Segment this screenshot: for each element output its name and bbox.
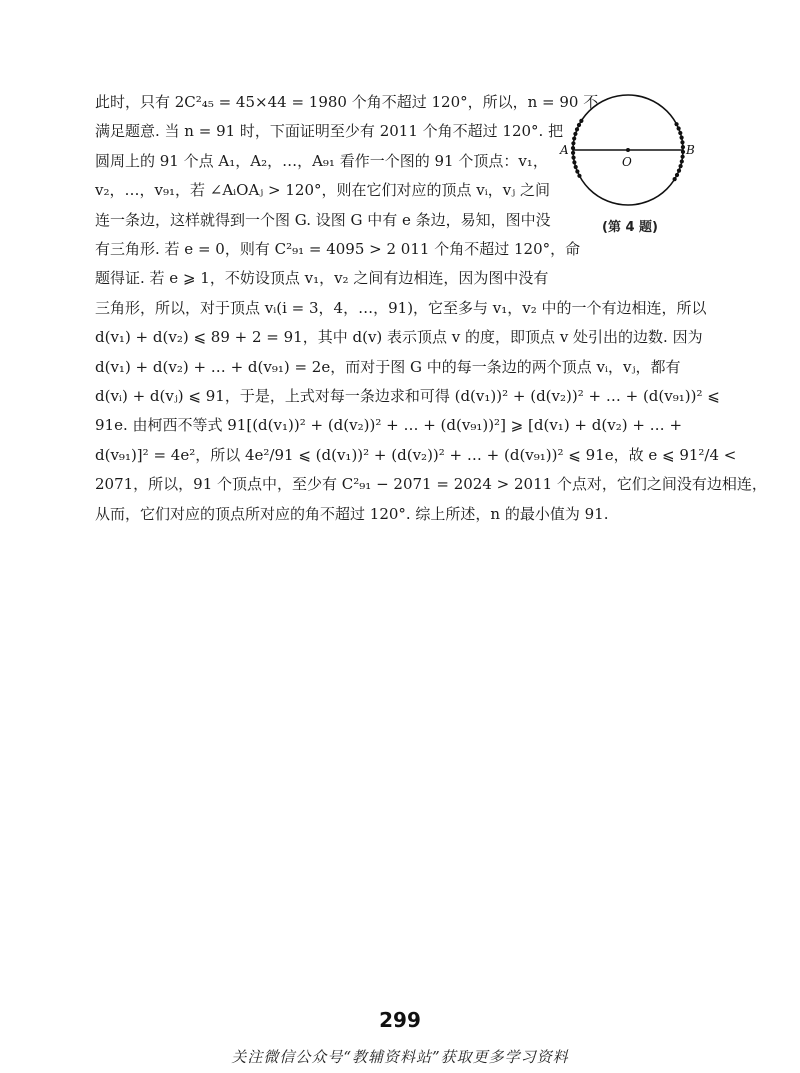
circle-point bbox=[674, 122, 678, 126]
circle-point bbox=[680, 159, 684, 163]
circle-figure bbox=[555, 88, 705, 243]
circle-point bbox=[579, 119, 583, 123]
proof-line-10: d(v₁) + d(v₂) + … + d(v₉₁) = 2e，而对于图 G 中的每一条边的两个顶点 vᵢ，vⱼ，都有 bbox=[95, 357, 681, 376]
circle-point bbox=[677, 126, 681, 130]
circle-point bbox=[680, 155, 684, 159]
proof-line-4: v₂，…，v₉₁，若 ∠AᵢOAⱼ > 120°，则在它们对应的顶点 vᵢ，vⱼ 之间 bbox=[95, 181, 550, 200]
circle-point bbox=[677, 169, 681, 173]
circle-point bbox=[571, 141, 575, 145]
circle-point bbox=[575, 127, 579, 131]
center-point-o bbox=[626, 148, 630, 152]
proof-line-13: d(v₉₁)]² = 4e²，所以 4e²/91 ⩽ (d(v₁))² + (d(v₂))² + … + (d(v₉₁))² ⩽ 91e，故 e ⩽ 91²/4 < bbox=[95, 445, 737, 464]
proof-line-9: d(v₁) + d(v₂) ⩽ 89 + 2 = 91，其中 d(v) 表示顶点 v 的度，即顶点 v 处引出的边数. 因为 bbox=[95, 328, 703, 347]
circle-point bbox=[679, 164, 683, 168]
circle-point bbox=[572, 136, 576, 140]
proof-line-2: 满足题意. 当 n = 91 时，下面证明至少有 2011 个角不超过 120°. 把 bbox=[95, 122, 564, 141]
proof-line-6: 有三角形. 若 e = 0，则有 C²₉₁ = 4095 > 2 011 个角不超过 120°，命 bbox=[95, 240, 581, 259]
circle-point bbox=[571, 146, 575, 150]
circle-point bbox=[577, 174, 581, 178]
circle-point bbox=[679, 136, 683, 140]
circle-point bbox=[574, 165, 578, 169]
proof-line-1: 此时，只有 2C²₄₅ = 45×44 = 1980 个角不超过 120°，所以，n = 90 不 bbox=[95, 93, 599, 111]
proof-line-11: d(vᵢ) + d(vⱼ) ⩽ 91，于是，上式对每一条边求和可得 (d(v₁))² + (d(v₂))² + … + (d(v₉₁))² ⩽ bbox=[95, 387, 720, 406]
circle-point bbox=[572, 160, 576, 164]
circle-point bbox=[673, 177, 677, 181]
proof-line-3: 圆周上的 91 个点 A₁，A₂，…，A₉₁ 看作一个图的 91 个顶点：v₁， bbox=[95, 151, 548, 170]
circle-point bbox=[681, 145, 685, 149]
label-a: A bbox=[560, 143, 569, 157]
label-o: O bbox=[622, 155, 632, 169]
circle-point bbox=[573, 132, 577, 136]
circle-point bbox=[680, 140, 684, 144]
label-b: B bbox=[686, 143, 695, 157]
circle-point bbox=[681, 150, 685, 154]
circle-point bbox=[675, 173, 679, 177]
proof-line-14: 2071，所以，91 个顶点中，至少有 C²₉₁ − 2071 = 2024 > 2011 个点对，它们之间没有边相连， bbox=[95, 475, 767, 494]
circle-point bbox=[571, 151, 575, 155]
circle-point bbox=[678, 131, 682, 135]
figure-caption: (第 4 题) bbox=[602, 220, 658, 235]
circle-point bbox=[575, 169, 579, 173]
proof-line-5: 连一条边，这样就得到一个图 G. 设图 G 中有 e 条边，易知，图中没 bbox=[95, 210, 551, 229]
footer-note: 关注微信公众号“教辅资料站”获取更多学习资料 bbox=[231, 1048, 569, 1066]
circle-point bbox=[577, 123, 581, 127]
proof-line-12: 91e. 由柯西不等式 91[(d(v₁))² + (d(v₂))² + … + (d(v₉₁))²] ⩾ [d(v₁) + d(v₂) + … + bbox=[95, 416, 683, 435]
proof-line-7: 题得证. 若 e ⩾ 1，不妨设顶点 v₁，v₂ 之间有边相连，因为图中没有 bbox=[95, 269, 549, 288]
page-number: 299 bbox=[379, 1008, 421, 1032]
proof-line-8: 三角形，所以，对于顶点 vᵢ(i = 3，4，…，91)，它至多与 v₁，v₂ 中的一个有边相连，所以 bbox=[95, 298, 707, 317]
proof-line-15: 从而，它们对应的顶点所对应的角不超过 120°. 综上所述，n 的最小值为 91. bbox=[95, 504, 609, 523]
circle-diagram bbox=[555, 88, 705, 213]
circle-point bbox=[571, 156, 575, 160]
